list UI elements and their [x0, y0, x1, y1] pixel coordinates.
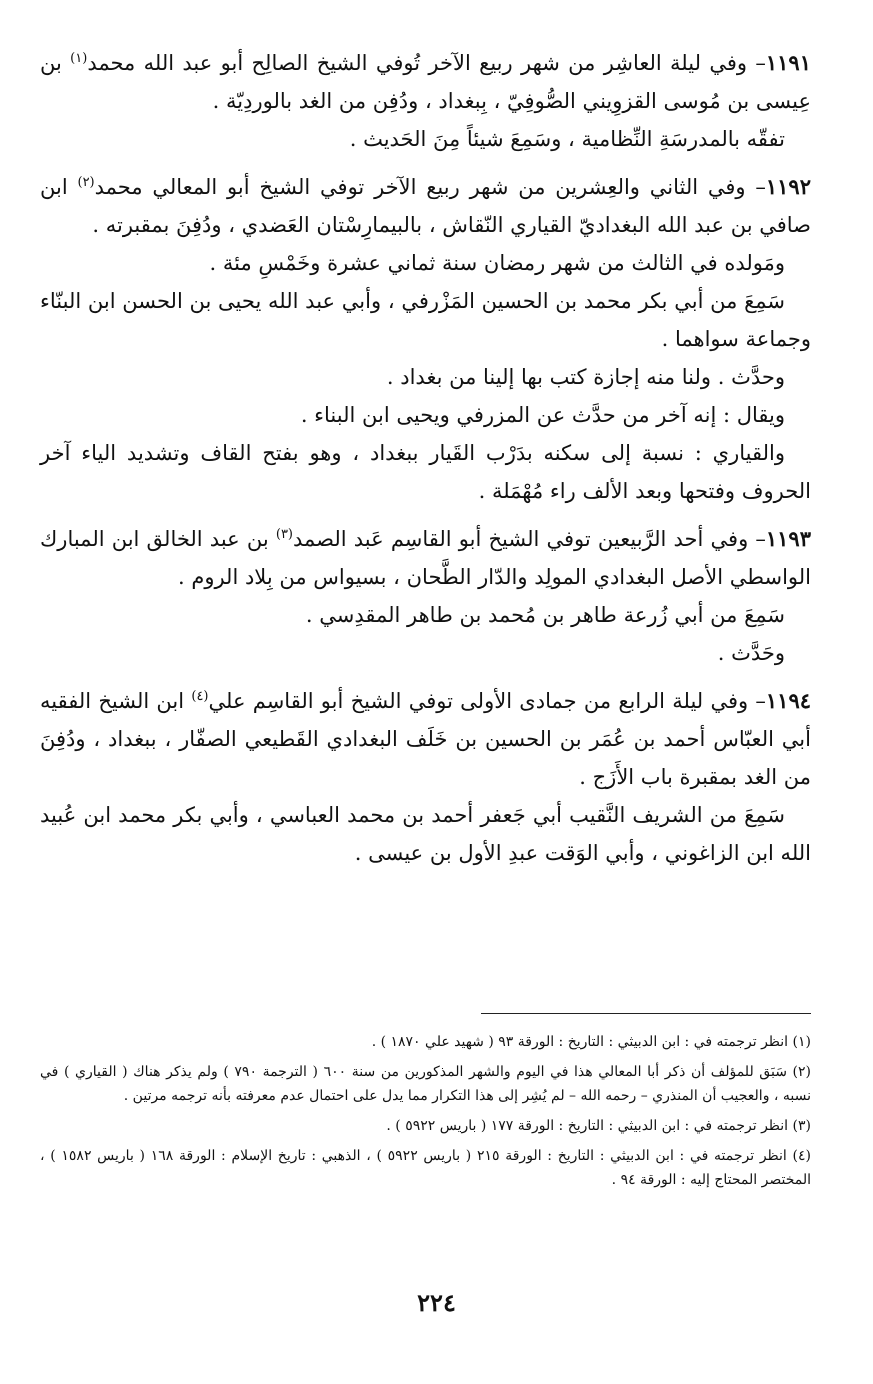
footnote-text: انظر ترجمته في : ابن الدبيثي : التاريخ : الورقة ١٧٧ ( باريس ٥٩٢٢ ) . [386, 1118, 789, 1134]
entry-paragraph: سَمِعَ من أبي زُرعة طاهر بن مُحمد بن طاهر المقدِسي . [305, 603, 785, 627]
entry-paragraph: ويقال : إنه آخر من حدَّث عن المزرفي ويحيى ابن البناء . [300, 403, 785, 427]
entry-paragraph: سَمِعَ من الشريف النَّقيب أبي جَعفر أحمد بن محمد العباسي ، وأبي بكر محمد ابن عُبيد الله ابن الزاغوني ، وأبي الوَقت عبدِ الأول بن عيسى . [40, 803, 811, 865]
entry-number: ١١٩٢ [765, 174, 811, 199]
entry-paragraph: ١١٩٢– وفي الثاني والعِشرين من شهر ربيع الآخر توفي الشيخ أبو المعالي محمد$^{(٢)}$ ابن صافي بن عبد الله البغداديّ القياري النّقاش ، بالبيمارِسْتان العَضدي ، ودُفِنَ بمقبرته . [40, 174, 811, 237]
footnote-ref: (٣) [275, 527, 293, 542]
entry-1193 [40, 520, 811, 672]
entry-paragraph: وحَدَّث . [717, 641, 785, 665]
entry-paragraph: والقياري : نسبة إلى سكنه بدَرْب القَيار ببغداد ، وهو بفتح القاف وتشديد الياء آخر الحروف وفتحها وبعد الألف راء مُهْمَلة . [40, 441, 811, 503]
page-number: ٢٢٤ [417, 1288, 456, 1317]
footnote [40, 1060, 811, 1108]
entry-paragraph: ١١٩٤– وفي ليلة الرابع من جمادى الأولى توفي الشيخ أبو القاسِم علي$^{(٤)}$ ابن الشيخ الفقيه أبي العبّاس أحمد بن عُمَر بن الحسين بن خَلَف البغدادي القَطيعي الصفّار ، ببغداد ، ودُفِنَ من الغد بمقبرة باب الأَزَج . [40, 688, 812, 789]
footnote-separator [481, 1013, 811, 1014]
main-text [40, 44, 811, 872]
entry-1194 [40, 682, 811, 872]
footnote-ref: (١) [70, 51, 88, 66]
footnote [40, 1030, 811, 1054]
entry-1192 [40, 168, 811, 510]
footnote [40, 1114, 811, 1138]
footnote-label: (٣) [792, 1118, 811, 1134]
footnote-text: سَبَق للمؤلف أن ذكر أبا المعالي هذا في اليوم والشهر المذكورين من سنة ٦٠٠ ( الترجمة ٧٩٠ ) ولم يذكر هناك ( القياري ) في نسبه ، والعجيب أن المنذري – رحمه الله – لم يُشِر إلى هذا التكرار مما يدل على احتمال عدم معرفته بأنه ترجمه مرتين . [40, 1064, 811, 1104]
footnotes [40, 1030, 811, 1198]
entry-paragraph: وحدَّث . ولنا منه إجازة كتب بها إلينا من بغداد . [386, 365, 785, 389]
footnote-ref: (٤) [191, 689, 209, 704]
entry-paragraph: ١١٩١– وفي ليلة العاشِر من شهر ربيع الآخر تُوفي الشيخ الصالِح أبو عبد الله محمد$^{(١)}$ بن عِيسى بن مُوسى القزوِيني الصُّوفِيّ ، بِبغداد ، ودُفِن من الغد بالوردِيّة . [40, 50, 811, 113]
footnote-ref: (٢) [77, 175, 95, 190]
entry-number: ١١٩٣ [765, 526, 811, 551]
entry-number: ١١٩٤ [765, 688, 812, 713]
footnote-label: (٢) [792, 1064, 812, 1080]
entry-paragraph: تفقّه بالمدرسَةِ النِّظامية ، وسَمِعَ شيئاً مِنَ الحَديث . [349, 127, 785, 151]
footnote-text: انظر ترجمته في : ابن الدبيثي : التاريخ : الورقة ٩٣ ( شهيد علي ١٨٧٠ ) . [371, 1034, 789, 1050]
footnote-text: انظر ترجمته في : ابن الدبيثي : التاريخ : الورقة ٢١٥ ( باريس ٥٩٢٢ ) ، الذهبي : تاريخ الإسلام : الورقة ١٦٨ ( باريس ١٥٨٢ ) ، المختصر المحتاج إليه : الورقة ٩٤ . [40, 1148, 811, 1188]
entry-1191 [40, 44, 811, 158]
entry-paragraph: ١١٩٣– وفي أحد الرَّبيعين توفي الشيخ أبو القاسِم عَبد الصمد$^{(٣)}$ بن عبد الخالق ابن المبارك الواسطي الأصل البغدادي المولِد والدّار الطَّحان ، بسيواس من بِلاد الروم . [40, 526, 811, 589]
footnote-label: (١) [792, 1034, 811, 1050]
entry-number: ١١٩١ [765, 50, 811, 75]
footnote-label: (٤) [792, 1148, 812, 1164]
footnote [40, 1144, 811, 1192]
entry-paragraph: سَمِعَ من أبي بكر محمد بن الحسين المَزْرفي ، وأبي عبد الله يحيى بن الحسن ابن البنّاء وجماعة سواهما . [40, 289, 811, 351]
entry-paragraph: ومَولده في الثالث من شهر رمضان سنة ثماني عشرة وخَمْسِ مئة . [209, 251, 785, 275]
